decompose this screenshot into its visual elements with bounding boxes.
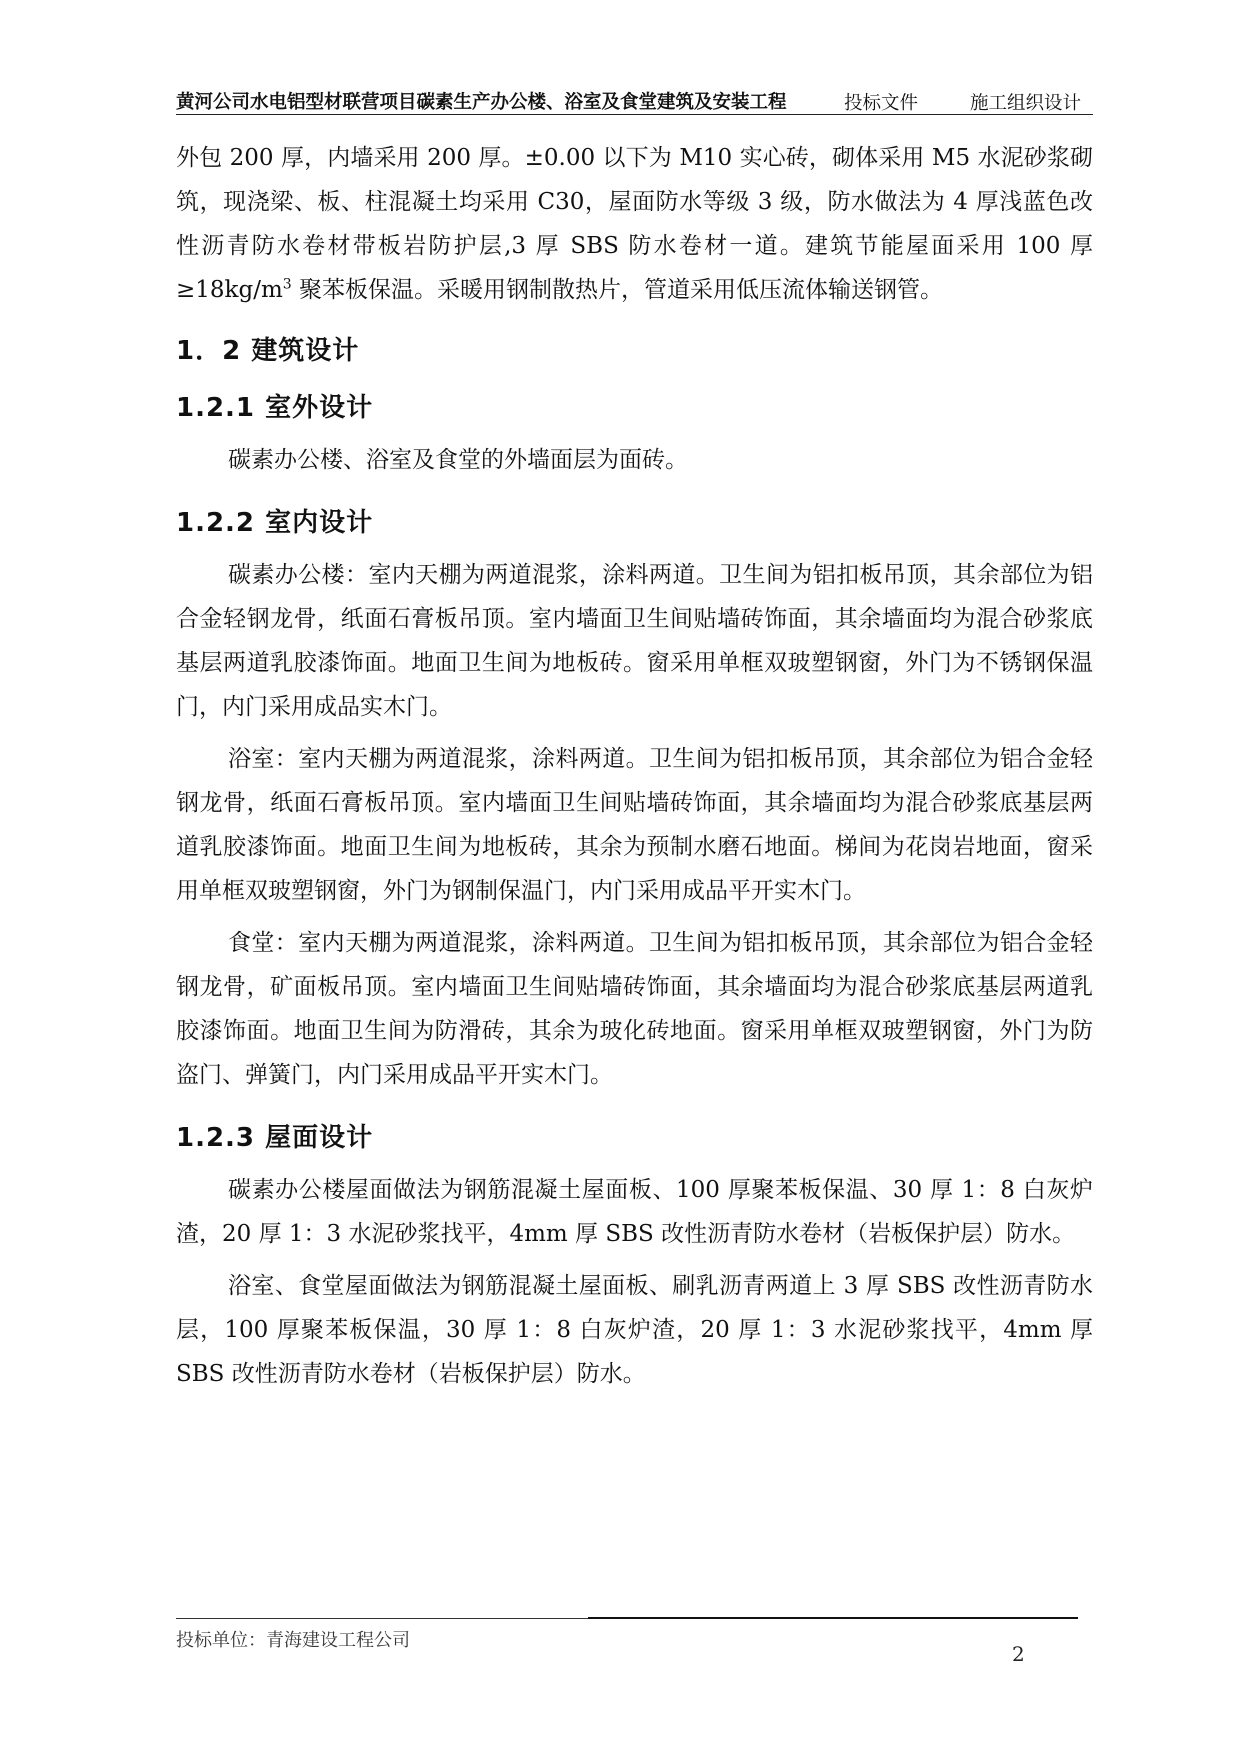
footer-rule <box>176 1618 588 1619</box>
project-title: 黄河公司水电铝型材联营项目碳素生产办公楼、浴室及食堂建筑及安装工程 <box>176 92 787 113</box>
roof-office-paragraph: 碳素办公楼屋面做法为钢筋混凝土屋面板、100 厚聚苯板保温、30 厚 1：8 白灰炉渣，20 厚 1：3 水泥砂浆找平，4mm 厚 SBS 改性沥青防水卷材（岩板保护层）防水。 <box>176 1177 1093 1247</box>
section-heading-1-2-2: 1.2.2 室内设计 <box>176 508 374 538</box>
document-part: 施工组织设计 <box>970 93 1082 114</box>
page-header <box>176 86 1093 118</box>
exterior-design-paragraph: 碳素办公楼、浴室及食堂的外墙面层为面砖。 <box>228 447 688 473</box>
intro-text: 外包 200 厚，内墙采用 200 厚。±0.00 以下为 M10 实心砖，砌体采用 M5 水泥砂浆砌筑，现浇梁、板、柱混凝土均采用 C30，屋面防水等级 3 级，防水做法为 4 厚浅蓝色改性沥青防水卷材带板岩防护层,3 厚 SBS 防水卷材一道。建筑节能屋面采用 100 厚≥ <box>176 145 1093 303</box>
page-number: 2 <box>1012 1642 1025 1666</box>
section-heading-1-2: 1．2 建筑设计 <box>176 336 360 366</box>
intro-text-end: 聚苯板保温。采暖用钢制散热片，管道采用低压流体输送钢管。 <box>291 277 944 303</box>
section-heading-1-2-3: 1.2.3 屋面设计 <box>176 1123 374 1153</box>
roof-bathhouse-canteen-paragraph: 浴室、食堂屋面做法为钢筋混凝土屋面板、刷乳沥青两道上 3 厚 SBS 改性沥青防水层，100 厚聚苯板保温，30 厚 1：8 白灰炉渣，20 厚 1：3 水泥砂浆找平，4mm 厚 SBS 改性沥青防水卷材（岩板保护层）防水。 <box>176 1273 1093 1387</box>
interior-canteen-paragraph: 食堂：室内天棚为两道混浆，涂料两道。卫生间为铝扣板吊顶，其余部位为铝合金轻钢龙骨，矿面板吊顶。室内墙面卫生间贴墙砖饰面，其余墙面均为混合砂浆底基层两道乳胶漆饰面。地面卫生间为防滑砖，其余为玻化砖地面。窗采用单框双玻塑钢窗，外门为防盗门、弹簧门，内门采用成品平开实木门。 <box>176 930 1093 1088</box>
intro-unit: 18kg/m <box>195 277 283 303</box>
interior-bathhouse-paragraph: 浴室：室内天棚为两道混浆，涂料两道。卫生间为铝扣板吊顶，其余部位为铝合金轻钢龙骨，纸面石膏板吊顶。室内墙面卫生间贴墙砖饰面，其余墙面均为混合砂浆底基层两道乳胶漆饰面。地面卫生间为地板砖，其余为预制水磨石地面。梯间为花岗岩地面，窗采用单框双玻塑钢窗，外门为钢制保温门，内门采用成品平开实木门。 <box>176 746 1093 904</box>
header-rule <box>176 114 1093 115</box>
bidder-label: 投标单位：青海建设工程公司 <box>176 1630 410 1651</box>
page-body <box>176 136 1093 1404</box>
intro-paragraph <box>176 136 1093 312</box>
interior-office-paragraph: 碳素办公楼：室内天棚为两道混浆，涂料两道。卫生间为铝扣板吊顶，其余部位为铝合金轻钢龙骨，纸面石膏板吊顶。室内墙面卫生间贴墙砖饰面，其余墙面均为混合砂浆底基层两道乳胶漆饰面。地面卫生间为地板砖。窗采用单框双玻塑钢窗，外门为不锈钢保温门，内门采用成品实木门。 <box>176 562 1093 720</box>
footer-rule-thick <box>588 1617 1078 1619</box>
document-type: 投标文件 <box>844 93 919 114</box>
intro-unit-superscript: 3 <box>282 276 292 293</box>
section-heading-1-2-1: 1.2.1 室外设计 <box>176 393 374 423</box>
